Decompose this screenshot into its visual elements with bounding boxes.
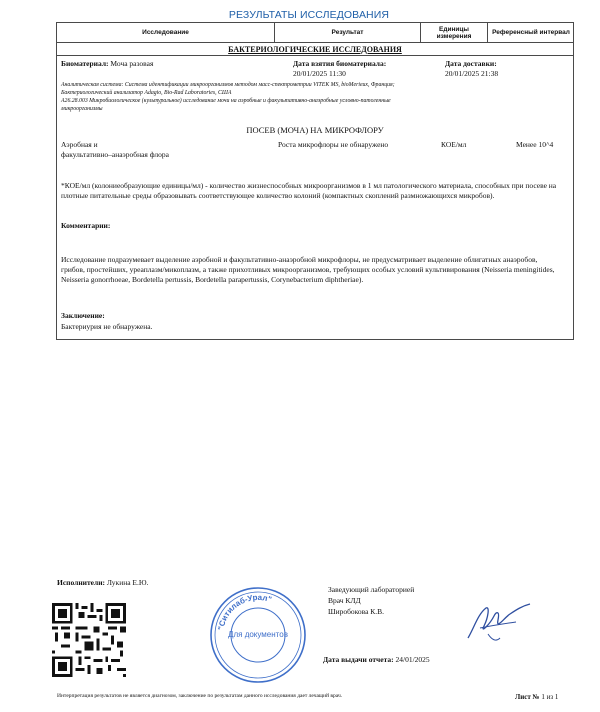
page-title: РЕЗУЛЬТАТЫ ИССЛЕДОВАНИЯ	[228, 9, 390, 21]
result-name-line2: факультативно–анаэробная флора	[61, 150, 169, 159]
section-divider	[57, 55, 573, 56]
disclaimer: Интерпретация результатов не является диагнозом, заключение по результатам данного исследования дает лечащий врач.	[57, 693, 343, 699]
footnote: *КОЕ/мл (колониеобразующие единицы/мл) - количество жизнеспособных микроорганизмов в 1 мл патологического материала, способных при посеве на плотные питательные среды образовывать соответствующее количество колоний (компактных скоплений размножающихся микробов).	[61, 181, 557, 200]
sample-date-label: Дата взятия биоматериала:	[293, 59, 387, 68]
sample-date-value: 20/01/2025 11:30	[293, 69, 346, 78]
conclusion-label: Заключение:	[61, 311, 105, 320]
sheet-value: 1 из 1	[541, 693, 559, 701]
header-result: Результат	[275, 23, 421, 43]
stamp-ring-text: "Ситилаб-Урал"	[216, 592, 273, 631]
sheet-label: Лист №	[515, 693, 540, 701]
conclusion-text: Бактериурия не обнаружена.	[61, 322, 153, 331]
method-note-1: Аналитическая система: Система идентификации микроорганизмов методом масс-спектрометрии VITEK MS, bioMerieux, Франция;	[61, 82, 395, 88]
performers-value: Лукина Е.Ю.	[106, 578, 149, 587]
test-title: ПОСЕВ (МОЧА) НА МИКРОФЛОРУ	[246, 125, 384, 135]
performers-label: Исполнители:	[57, 578, 106, 587]
header-units: Единицы измерения	[421, 23, 488, 43]
section-title: БАКТЕРИОЛОГИЧЕСКИЕ ИССЛЕДОВАНИЯ	[228, 45, 402, 54]
delivery-date-value: 20/01/2025 21:38	[445, 69, 499, 78]
comments-label: Комментарии:	[61, 221, 111, 230]
table-header	[57, 23, 573, 43]
result-value: Роста микрофлоры не обнаружено	[278, 140, 389, 149]
qr-code-icon	[52, 603, 126, 677]
result-name-line1: Аэробная и	[61, 140, 98, 149]
issue-date-row	[323, 655, 430, 664]
issue-date-value: 24/01/2025	[395, 655, 430, 664]
result-reference: Менее 10^4	[516, 140, 554, 149]
method-note-3: А26.28.003 Микробиологическое (культуральное) исследование мочи на аэробные и факультативно-анаэробные условно-патогенные	[61, 98, 391, 104]
lab-stamp	[208, 585, 308, 685]
method-note-4: микроорганизмы	[61, 106, 103, 112]
issue-date-label: Дата выдачи отчета:	[323, 655, 394, 664]
head-title-line1: Заведующий лабораторией	[328, 585, 415, 594]
biomaterial-label: Биоматериал:	[61, 59, 109, 68]
comments-text: Исследование подразумевает выделение аэробной и факультативно-анаэробной микрофлоры, не предусматривает выделение облигатных анаэробов, грибов, простейших, уреаплазм/микоплазм, а также прихотливых микроорганизмов, требующих особых условий культивирования (Neisseria meningitides, Neisseria gonorrhoeae, Bordetella pertussis, Bordetella parapertussis, Corynebacterium diphtheriae).	[61, 255, 555, 284]
result-unit: КОЕ/мл	[441, 140, 467, 149]
head-name: Широбокова К.В.	[328, 607, 385, 616]
performers-row	[57, 578, 148, 587]
biomaterial-value: Моча разовая	[110, 59, 154, 68]
signature-icon	[460, 598, 540, 648]
header-reference: Референсный интервал	[488, 23, 574, 43]
biomaterial-row	[61, 59, 153, 68]
report-table	[56, 22, 574, 340]
delivery-date-label: Дата доставки:	[445, 59, 497, 68]
head-title-line2: Врач КЛД	[328, 596, 361, 605]
sheet-number	[515, 693, 558, 701]
stamp-center-text: Для документов	[228, 630, 288, 639]
method-note-2: Бактериологический анализатор Adagio, Bio-Rad Laboratories, США	[61, 90, 232, 96]
header-study: Исследование	[57, 23, 275, 43]
